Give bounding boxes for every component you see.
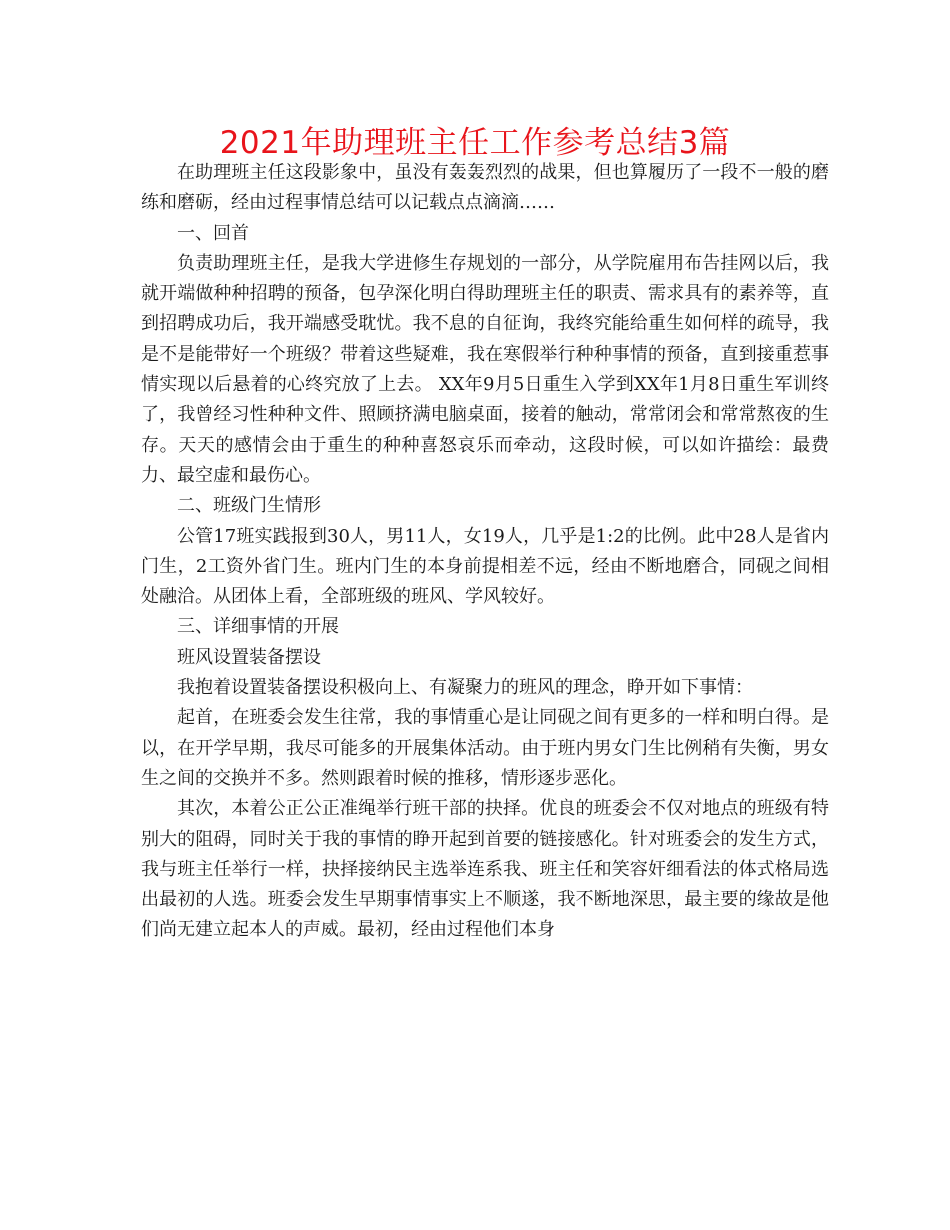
body-paragraph: 其次，本着公正公正准绳举行班干部的抉择。优良的班委会不仅对地点的班级有特别大的阻碍，同时关于我的事情的睁开起到首要的链接感化。针对班委会的发生方式，我与班主任举行一样，抉择接纳民主选举连系我、班主任和笑容奸细看法的体式格局选出最初的人选。班委会发生早期事情事实上不顺遂，我不断地深思，最主要的缘故是他们尚无建立起本人的声威。最初，经由过程他们本身 <box>141 798 829 941</box>
document-body <box>141 158 829 946</box>
document-title: 2021年助理班主任工作参考总结3篇 <box>219 125 731 161</box>
section-heading-class-students: 二、班级门生情形 <box>177 495 321 517</box>
body-paragraph: 公管17班实践报到30人，男11人，女19人，几乎是1:2的比例。此中28人是省内门生，2工资外省门生。班内门生的本身前提相差不远，经由不断地磨合，同砚之间相处融洽。从团体上看，全部班级的班风、学风较好。 <box>141 525 829 608</box>
section-heading-review: 一、回首 <box>177 222 249 244</box>
body-paragraph: 起首，在班委会发生往常，我的事情重心是让同砚之间有更多的一样和明白得。是以，在开学早期，我尽可能多的开展集体活动。由于班内男女门生比例稍有失衡，男女生之间的交换并不多。然则跟着时候的推移，情形逐步恶化。 <box>141 707 829 789</box>
section-heading-work-details: 三、详细事情的开展 <box>177 616 339 638</box>
body-paragraph: 我抱着设置装备摆设积极向上、有凝聚力的班风的理念，睁开如下事情： <box>177 677 753 699</box>
body-paragraph: 负责助理班主任，是我大学进修生存规划的一部分，从学院雇用布告挂网以后，我就开端做种种招聘的预备，包孕深化明白得助理班主任的职责、需求具有的素养等，直到招聘成功后，我开端感受耽忧。我不息的自征询，我终究能给重生如何样的疏导，我是不是能带好一个班级？带着这些疑难，我在寒假举行种种事情的预备，直到接重惹事情实现以后悬着的心终究放了上去。 XX年9月5日重生入学到XX年1月8日重生军训终了，我曾经习性种种文件、照顾挤满电脑桌面，接着的触动，常常闭会和常常熬夜的生存。天天的感情会由于重生的种种喜怒哀乐而牵动，这段时候，可以如许描绘：最费力、最空虚和最伤心。 <box>141 252 829 486</box>
intro-paragraph: 在助理班主任这段影象中，虽没有轰轰烈烈的战果，但也算履历了一段不一般的磨练和磨砺，经由过程事情总结可以记载点点滴滴…… <box>141 162 829 214</box>
subsection-heading-class-style: 班风设置装备摆设 <box>177 646 321 668</box>
